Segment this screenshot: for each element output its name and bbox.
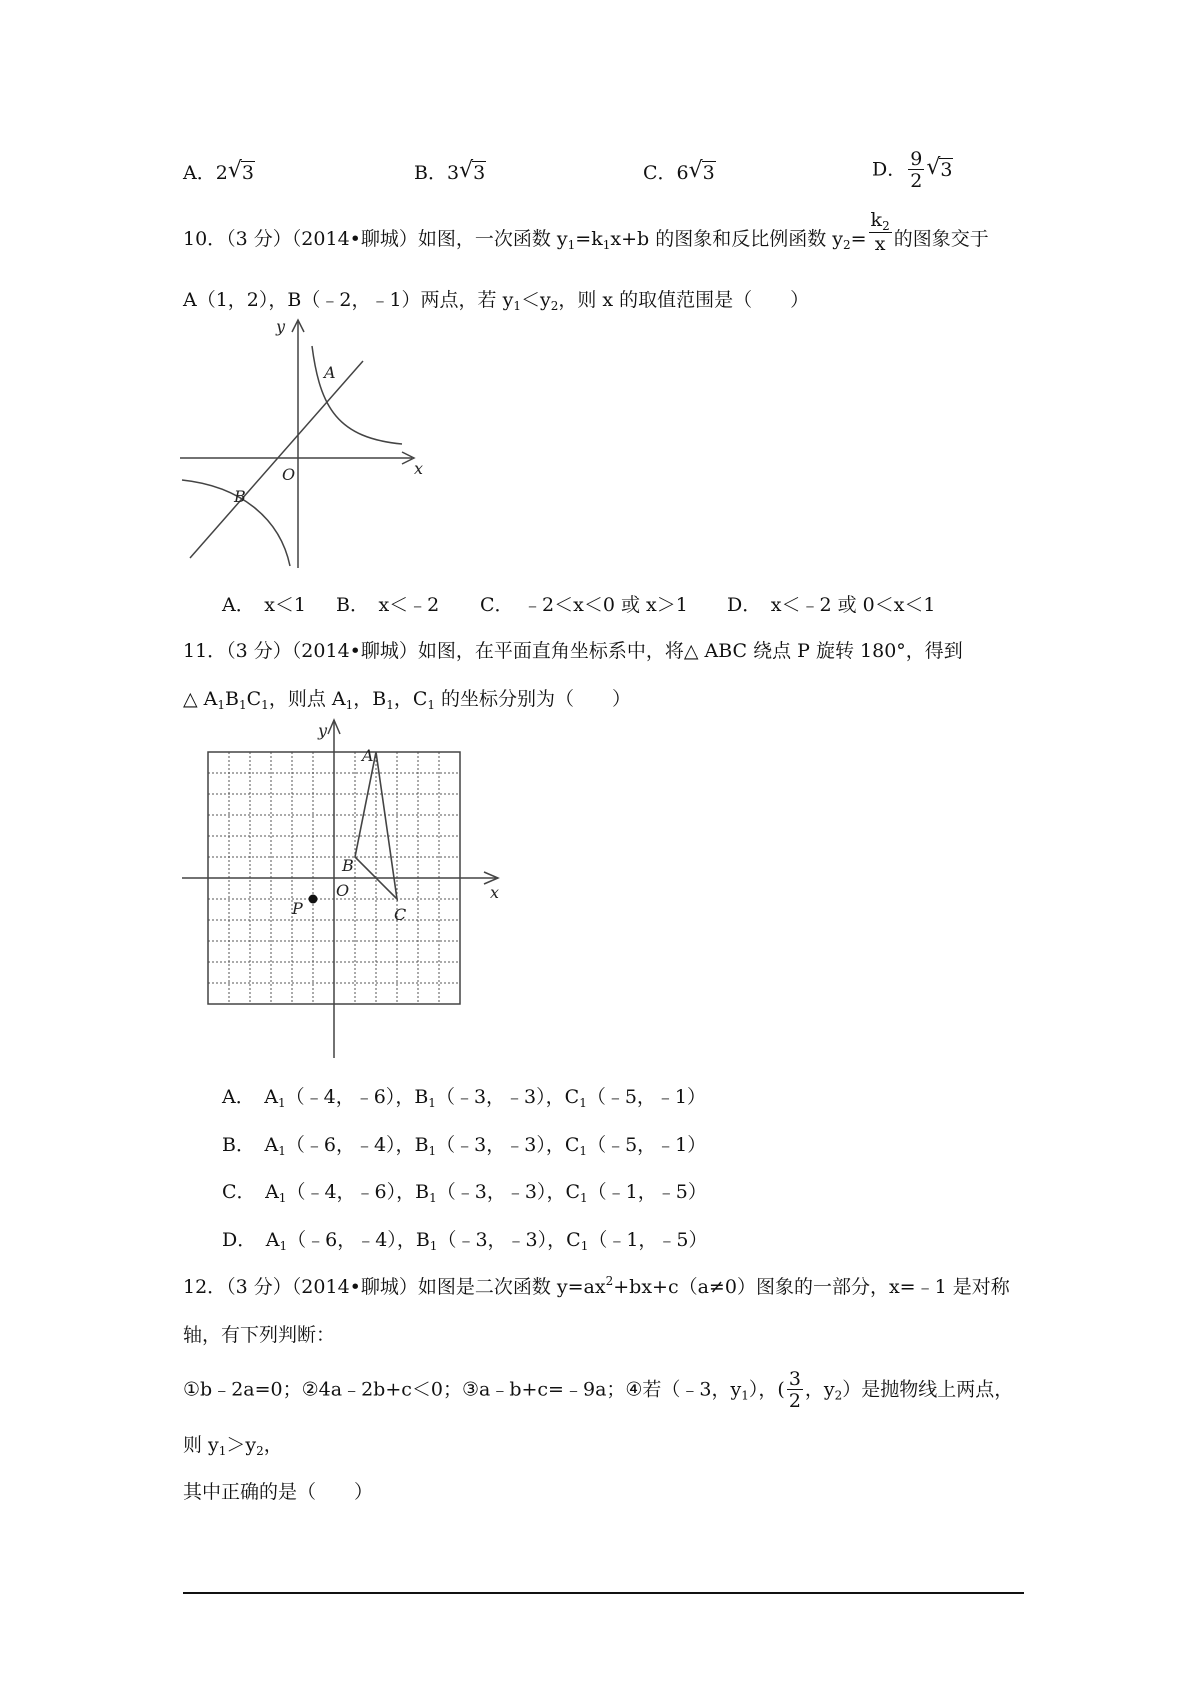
q11-stem-line2: △ $A_1B_1C_1$，则点 $A_1$，$B_1$，$C_1$ 的坐标分别为（ ） <box>183 688 632 712</box>
point-a-label: A <box>362 746 374 765</box>
origin-label: O <box>282 465 296 484</box>
hyperbola-branch-right <box>312 346 402 444</box>
linear-function-line <box>190 361 363 558</box>
point-a-label: A <box>324 363 336 382</box>
q9-option-b: B．3√ 3 <box>414 158 486 185</box>
y-axis-label: y <box>318 721 328 740</box>
q10-option-b: B． x＜﹣2 <box>336 594 440 616</box>
q10-figure <box>180 318 430 578</box>
point-p <box>309 895 318 904</box>
point-p-label: P <box>292 899 303 918</box>
q11-option-b: B． $A_1(﹣6$，﹣4），$B_1(﹣3$，﹣3），$C_1(﹣5$，﹣1） <box>222 1134 707 1158</box>
x-axis-label: x <box>490 883 500 902</box>
origin-label: O <box>336 881 350 900</box>
q9-option-c: C．6√ 3 <box>643 158 716 185</box>
q11-option-c: C． $A_1(﹣4$，﹣6），$B_1(﹣3$，﹣3），$C_1(﹣1$，﹣5） <box>222 1181 707 1205</box>
q9-option-d: D． $\frac{9}{2}$ √ 3 <box>872 150 953 191</box>
point-b-label: B <box>342 856 354 875</box>
q11-stem-line1: 11．（3 分）（2014•聊城）如图，在平面直角坐标系中，将△ ABC 绕点 P 旋转 180°，得到 <box>183 640 963 662</box>
point-c-label: C <box>394 905 407 924</box>
q12-stem-line3: ①b﹣2a=0；②4a﹣2b+c＜0；③a﹣b+c=﹣9a；④若（﹣3，$y_1$），( $\frac{3}{2}$ ，$y_2$）是抛物线上两点， <box>183 1368 1014 1412</box>
x-axis-label: x <box>414 459 424 478</box>
q12-stem-line5: 其中正确的是（ ） <box>183 1481 374 1503</box>
q12-stem-line4: 则 $y_1>y_2$， <box>183 1434 283 1458</box>
q10-option-a: A． x＜1 <box>222 594 307 616</box>
point-b-label: B <box>234 487 246 506</box>
q10-stem-line1: 10．（3 分）（2014•聊城）如图，一次函数 $y_1=k_1x+b$ 的图象和反比例函数 $y_2=$ $\frac{k_2}{x}$ 的图象交于 <box>183 208 989 255</box>
q11-option-d: D． $A_1(﹣6$，﹣4），$B_1(﹣3$，﹣3），$C_1(﹣1$，﹣5） <box>222 1229 708 1253</box>
q10-option-c: C． ﹣2＜x＜0 或 x＞1 <box>480 594 688 616</box>
q10-option-d: D． x＜﹣2 或 0＜x＜1 <box>727 594 936 616</box>
q9-option-a: A．2√ 3 <box>183 158 255 185</box>
q11-figure <box>180 716 510 1061</box>
q11-option-a: A． $A_1(﹣4$，﹣6），$B_1(﹣3$，﹣3），$C_1(﹣5$，﹣1） <box>222 1086 707 1110</box>
q10-stem-line2: A（1，2），B（﹣2，﹣1）两点，若 $y_1<y_2$，则 x 的取值范围是（ ） <box>183 289 810 313</box>
y-axis-label: y <box>276 318 286 336</box>
q12-stem-line1: 12．（3 分）（2014•聊城）如图是二次函数 $y=ax^2+bx+c(a\ne 0)$图象的一部分，x=﹣1 是对称 <box>183 1274 1010 1298</box>
q12-stem-line2: 轴，有下列判断： <box>183 1324 336 1346</box>
page-footer-rule <box>183 1592 1024 1594</box>
